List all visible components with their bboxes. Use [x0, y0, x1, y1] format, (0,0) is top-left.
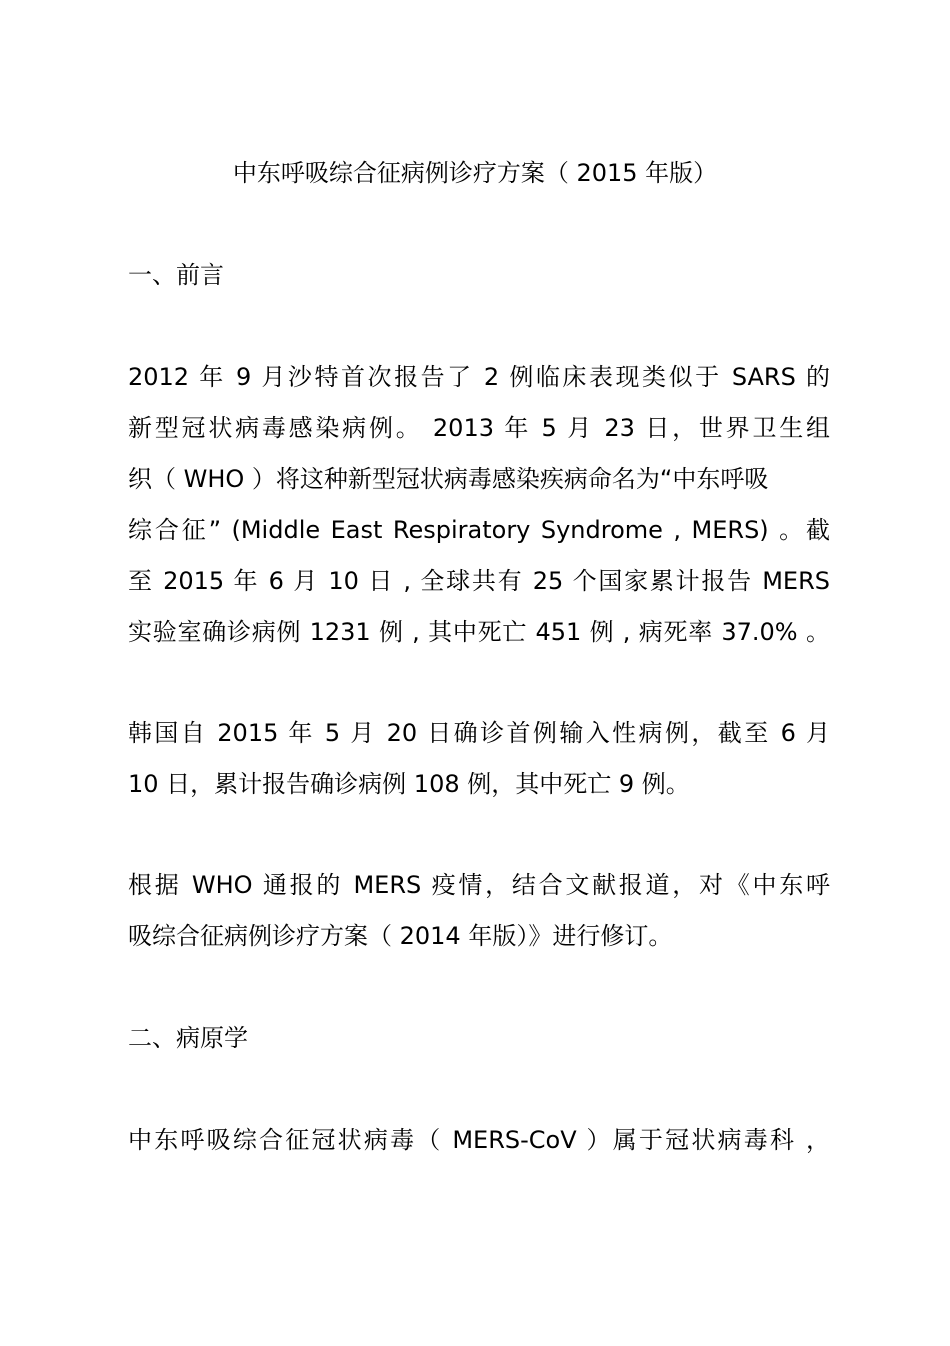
- paragraph-line: 实验室确诊病例 1231 例 , 其中死亡 451 例 , 病死率 37.0% 。: [128, 618, 830, 646]
- paragraph-line: 中东呼吸综合征冠状病毒（ MERS-CoV ）属于冠状病毒科 ，: [128, 1126, 830, 1154]
- paragraph-line: 2012 年 9 月沙特首次报告了 2 例临床表现类似于 SARS 的: [128, 363, 830, 391]
- section-heading-preface: 一、前言: [128, 261, 224, 289]
- paragraph-line: 综合征” (Middle East Respiratory Syndrome , MERS) 。截: [128, 516, 830, 544]
- paragraph-line: 吸综合征病例诊疗方案（ 2014 年版）》进行修订。: [128, 922, 673, 950]
- paragraph-line: 至 2015 年 6 月 10 日 , 全球共有 25 个国家累计报告 MERS: [128, 567, 830, 595]
- document-title: 中东呼吸综合征病例诊疗方案（ 2015 年版）: [232, 159, 718, 187]
- paragraph-line: 韩国自 2015 年 5 月 20 日确诊首例输入性病例，截至 6 月: [128, 719, 830, 747]
- paragraph-line: 新型冠状病毒感染病例。 2013 年 5 月 23 日，世界卫生组: [128, 414, 830, 442]
- paragraph-line: 根据 WHO 通报的 MERS 疫情，结合文献报道，对《中东呼: [128, 871, 830, 899]
- paragraph-line: 织（ WHO ）将这种新型冠状病毒感染疾病命名为“中东呼吸: [128, 465, 769, 493]
- section-heading-etiology: 二、病原学: [128, 1024, 248, 1052]
- paragraph-line: 10 日，累计报告确诊病例 108 例，其中死亡 9 例。: [128, 770, 690, 798]
